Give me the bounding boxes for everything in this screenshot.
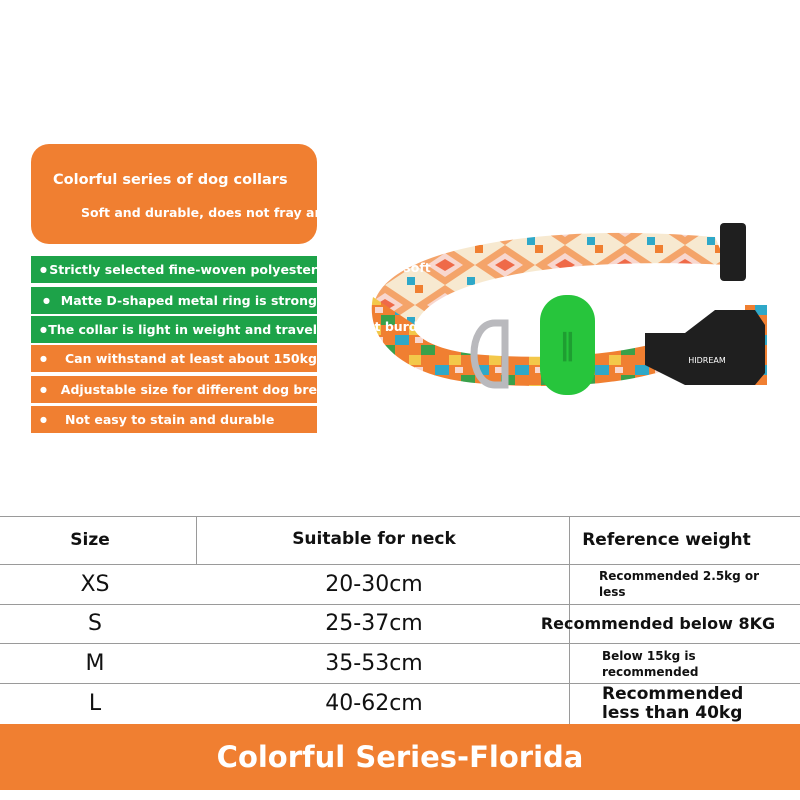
table-row-weight: Recommended 2.5kg or less [599,569,760,599]
table-row-neck: 25-37cm [325,611,423,636]
feature-row [31,316,317,343]
feature-text: Can withstand at least about 150kg [65,351,317,366]
feature-text: Adjustable size for different dog bre [60,382,317,397]
buckle [645,310,765,385]
series-subtitle: Soft and durable, does not fray and neck [81,205,370,220]
table-row-size: S [88,611,102,636]
size-table [0,516,800,724]
footer-banner [0,724,800,790]
table-row-neck: 40-62cm [325,691,423,716]
bullet-icon: ● [40,415,47,424]
header-weight: Reference weight [582,530,751,550]
table-row-weight: Below 15kg is recommended [602,649,699,679]
bullet-icon: ● [40,385,47,394]
feature-row [31,345,317,372]
table-row-neck: 35-53cm [325,650,423,676]
bullet-icon: ● [40,265,47,274]
overflow-fragment: k and soft [360,260,431,275]
table-row-neck: 20-30cm [325,571,423,597]
bullet-icon: ● [40,325,47,334]
feature-text: Not easy to stain and durable [65,412,275,427]
feature-text: The collar is light in weight and travel [48,322,317,337]
series-title: Colorful series of dog collars [53,172,288,188]
header-size: Size [70,530,110,550]
header-neck: Suitable for neck [292,529,456,549]
table-row-weight: Recommended less than 40kg [602,684,744,723]
tag-logo-icon: ∥ [559,328,575,363]
table-row-size: M [85,650,105,676]
footer-title: Colorful Series-Florida [216,740,584,774]
table-row-size: XS [80,571,110,597]
feature-row [31,406,317,433]
feature-row [31,376,317,403]
feature-text: Strictly selected fine-woven polyester [49,262,317,277]
strap-adjuster [720,223,746,281]
table-row-weight: Recommended below 8KG [540,613,776,633]
bullet-icon: ● [40,354,47,363]
table-row-size: L [88,691,102,716]
collar-series-card [31,144,370,244]
brand-label: HIDREAM [688,356,726,365]
overflow-fragment: out burden [357,319,436,334]
dog-collar-image [355,205,785,415]
feature-row [31,256,317,283]
bullet-icon: ● [43,296,50,305]
feature-text: Matte D-shaped metal ring is strong [60,293,317,308]
feature-row [31,287,317,314]
